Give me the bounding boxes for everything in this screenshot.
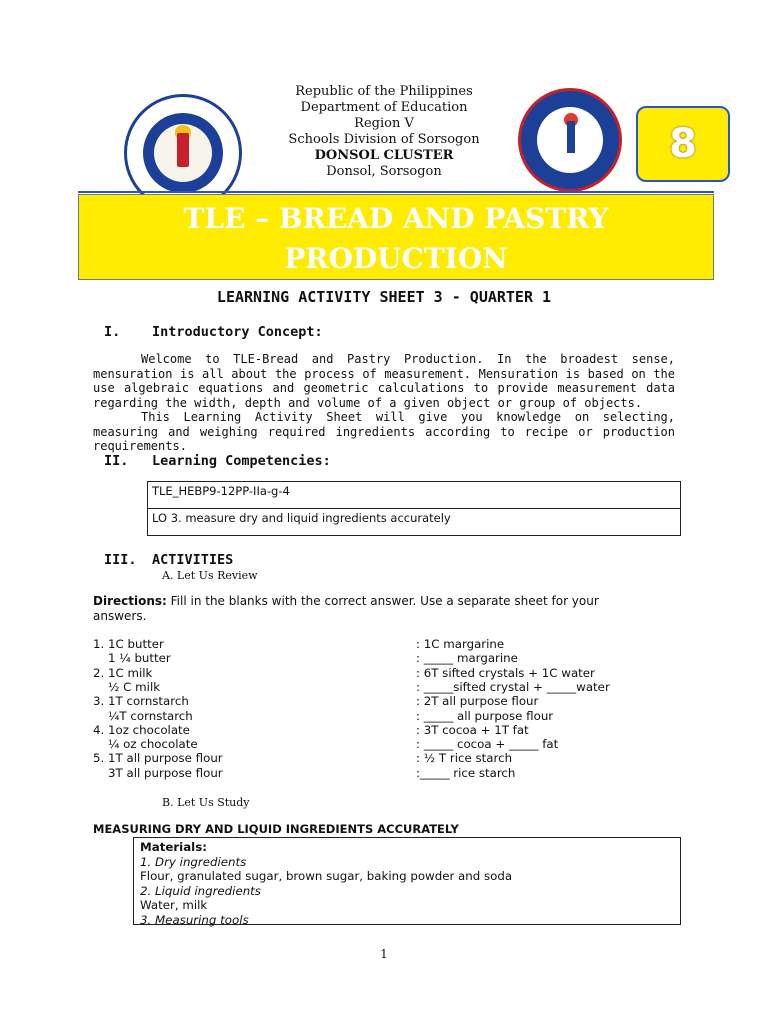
sheet-title: LEARNING ACTIVITY SHEET 3 - QUARTER 1 bbox=[216, 288, 552, 306]
exercise-item-left: ½ C milk bbox=[93, 679, 161, 694]
sub-heading-review: A. Let Us Review bbox=[162, 569, 258, 582]
liquid-items: Water, milk bbox=[140, 898, 208, 912]
exercise-item-right: : 2T all purpose flour bbox=[416, 694, 539, 709]
exercise-item-left: ¼ oz chocolate bbox=[93, 737, 198, 752]
dry-items: Flour, granulated sugar, brown sugar, baking powder and soda bbox=[140, 869, 513, 883]
materials-box bbox=[133, 837, 681, 925]
section-title: Introductory Concept: bbox=[152, 324, 323, 340]
header-line: Schools Division of Sorsogon bbox=[288, 132, 480, 147]
materials-label: Materials: bbox=[140, 840, 207, 854]
section-number: II. bbox=[104, 453, 129, 469]
table-row bbox=[148, 482, 681, 509]
exercise-item-left: 1 ¼ butter bbox=[93, 651, 171, 666]
exercise-item-right: : _____ cocoa + _____ fat bbox=[416, 737, 559, 752]
exercise-item-left: 1. 1C butter bbox=[93, 637, 164, 651]
exercise-item-right: : 6T sifted crystals + 1C water bbox=[416, 665, 595, 680]
section-heading-intro bbox=[104, 324, 323, 340]
header-line: Region V bbox=[354, 116, 414, 131]
header-line: Republic of the Philippines bbox=[295, 84, 473, 99]
exercise-item-left: 3T all purpose flour bbox=[93, 765, 223, 780]
section-title: ACTIVITIES bbox=[152, 552, 234, 568]
exercise-item-left: 2. 1C milk bbox=[93, 665, 153, 680]
exercise-item-right: : 3T cocoa + 1T fat bbox=[416, 722, 529, 737]
section-heading-competencies bbox=[104, 453, 331, 469]
liquid-label: 2. Liquid ingredients bbox=[140, 883, 261, 898]
exercise-item-left: ¼T cornstarch bbox=[93, 708, 193, 723]
competencies-table bbox=[147, 481, 681, 536]
header-divider bbox=[78, 191, 714, 193]
exercise-item-left: 3. 1T cornstarch bbox=[93, 694, 189, 709]
exercise-item-right: : 1C margarine bbox=[416, 637, 505, 651]
header-text bbox=[240, 84, 528, 180]
paragraph: Welcome to TLE-Bread and Pastry Production. In the broadest sense, mensuration is all about the process of measurement. Mensuration is based on the use algebraic equations and geometric calculations to provide measurement data regarding the width, depth and volume of a given object or group of objects. bbox=[93, 352, 675, 410]
grade-badge: 8 bbox=[636, 106, 730, 182]
page-number: 1 bbox=[380, 947, 388, 961]
header-line: Department of Education bbox=[300, 100, 468, 115]
study-heading: MEASURING DRY AND LIQUID INGREDIENTS ACCURATELY bbox=[93, 822, 459, 836]
paragraph: This Learning Activity Sheet will give you knowledge on selecting, measuring and weighing required ingredients according to recipe or production requirements. bbox=[93, 410, 675, 453]
directions-text: Fill in the blanks with the correct answer. Use a separate sheet for your answers. bbox=[93, 594, 599, 623]
title-banner bbox=[78, 194, 714, 280]
exercise-item-right: : _____ all purpose flour bbox=[416, 708, 554, 723]
tools-label: 3. Measuring tools bbox=[140, 912, 249, 927]
section-number: III. bbox=[104, 552, 137, 568]
exercise-item-right: : _____sifted crystal + _____water bbox=[416, 679, 610, 694]
directions-label: Directions: bbox=[93, 594, 167, 608]
section-heading-activities bbox=[104, 552, 233, 568]
location: Donsol, Sorsogon bbox=[326, 164, 442, 179]
table-cell: LO 3. measure dry and liquid ingredients accurately bbox=[148, 509, 681, 536]
division-seal-logo bbox=[518, 88, 622, 192]
exercise-item-left: 5. 1T all purpose flour bbox=[93, 751, 223, 766]
exercise-item-right: : _____ margarine bbox=[416, 651, 518, 666]
table-row bbox=[148, 509, 681, 536]
section-title: Learning Competencies: bbox=[152, 453, 331, 469]
exercise-item-left: 4. 1oz chocolate bbox=[93, 722, 190, 737]
table-cell: TLE_HEBP9-12PP-IIa-g-4 bbox=[148, 482, 681, 509]
cluster-name: DONSOL CLUSTER bbox=[314, 148, 454, 163]
section-number: I. bbox=[104, 324, 121, 340]
exercise-item-right: : ½ T rice starch bbox=[416, 751, 513, 766]
intro-paragraphs bbox=[93, 352, 675, 454]
title-line-2: PRODUCTION bbox=[284, 242, 508, 275]
exercise-item-right: :_____ rice starch bbox=[416, 765, 516, 780]
dry-label: 1. Dry ingredients bbox=[140, 854, 247, 869]
directions bbox=[93, 594, 653, 624]
title-line-1: TLE – BREAD AND PASTRY bbox=[183, 202, 609, 235]
sub-heading-study: B. Let Us Study bbox=[162, 796, 250, 809]
